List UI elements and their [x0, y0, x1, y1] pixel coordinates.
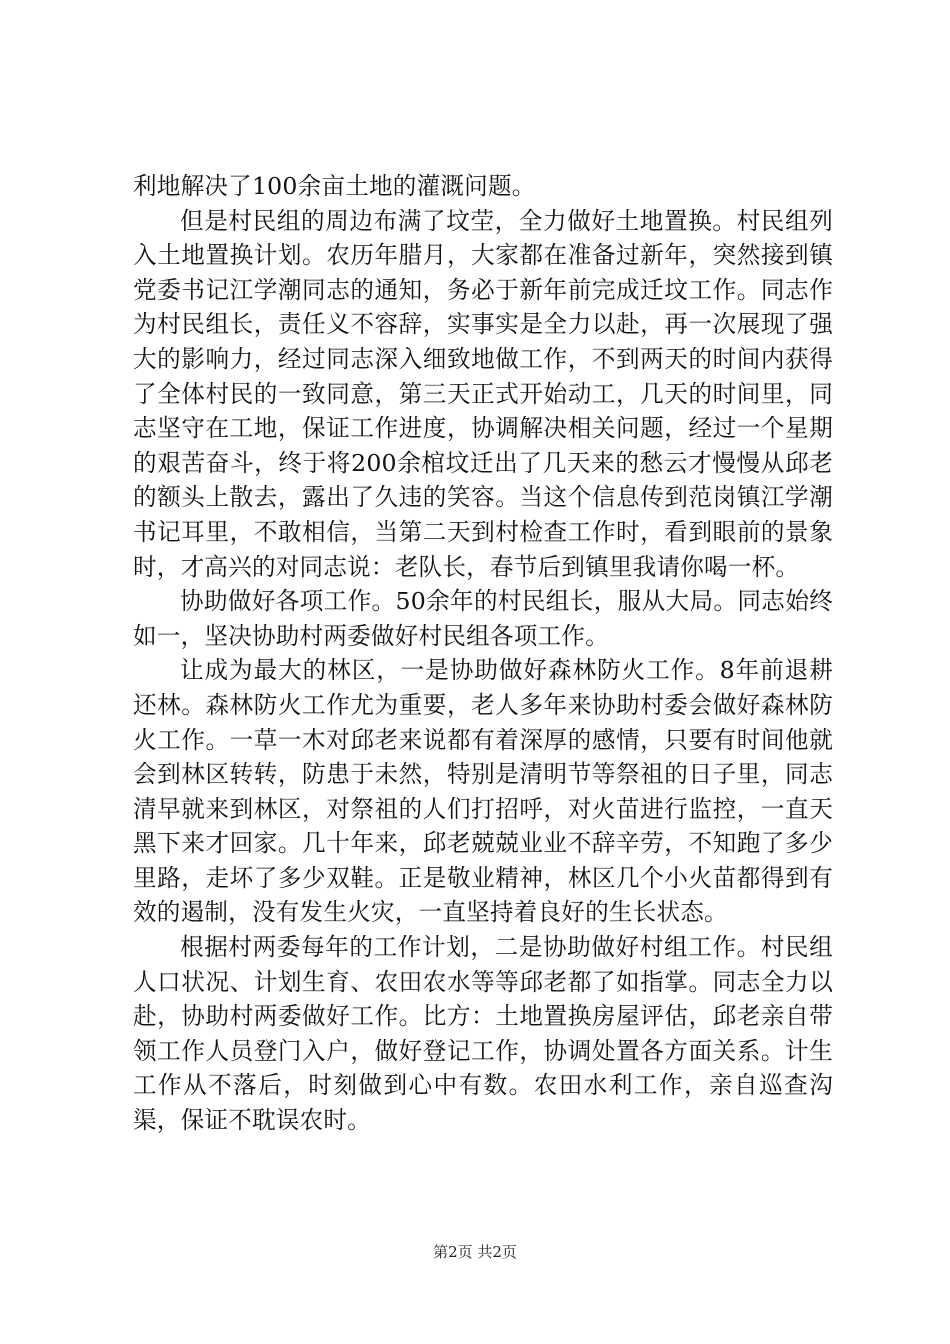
paragraph-4: 让成为最大的林区，一是协助做好森林防火工作。8年前退耕还林。森林防火工作尤为重要，老人多年来协助村委会做好森林防火工作。一草一木对邱老来说都有着深厚的感情，只要有时间他就会到林区转转，防患于未然，特别是清明节等祭祖的日子里，同志清早就来到林区，对祭祖的人们打招呼，对火苗进行监控，一直天黑下来才回家。几十年来，邱老兢兢业业不辞辛劳，不知跑了多少里路，走坏了多少双鞋。正是敬业精神，林区几个小火苗都得到有效的遏制，没有发生火灾，一直坚持着良好的生长状态。 — [133, 656, 833, 927]
document-body — [133, 169, 833, 1138]
paragraph-3: 协助做好各项工作。50余年的村民组长，服从大局。同志始终如一，坚决协助村两委做好村民组各项工作。 — [133, 587, 833, 650]
paragraph-1: 利地解决了100余亩土地的灌溉问题。 — [133, 172, 536, 200]
paragraph-5: 根据村两委每年的工作计划，二是协助做好村组工作。村民组人口状况、计划生育、农田农水等等邱老都了如指掌。同志全力以赴，协助村两委做好工作。比方：土地置换房屋评估，邱老亲自带领工作人员登门入户，做好登记工作，协调处置各方面关系。计生工作从不落后，时刻做到心中有数。农田水利工作，亲自巡查沟渠，保证不耽误农时。 — [133, 933, 833, 1135]
page-footer: 第2页 共2页 — [433, 1243, 517, 1261]
paragraph-2: 但是村民组的周边布满了坟茔，全力做好土地置换。村民组列入土地置换计划。农历年腊月，大家都在准备过新年，突然接到镇党委书记江学潮同志的通知，务必于新年前完成迁坟工作。同志作为村民组长，责任义不容辞，实事实是全力以赴，再一次展现了强大的影响力，经过同志深入细致地做工作，不到两天的时间内获得了全体村民的一致同意，第三天正式开始动工，几天的时间里，同志坚守在工地，保证工作进度，协调解决相关问题，经过一个星期的艰苦奋斗，终于将200余棺坟迁出了几天来的愁云才慢慢从邱老的额头上散去，露出了久违的笑容。当这个信息传到范岗镇江学潮书记耳里，不敢相信，当第二天到村检查工作时，看到眼前的景象时，才高兴的对同志说：老队长，春节后到镇里我请你喝一杯。 — [133, 206, 833, 581]
